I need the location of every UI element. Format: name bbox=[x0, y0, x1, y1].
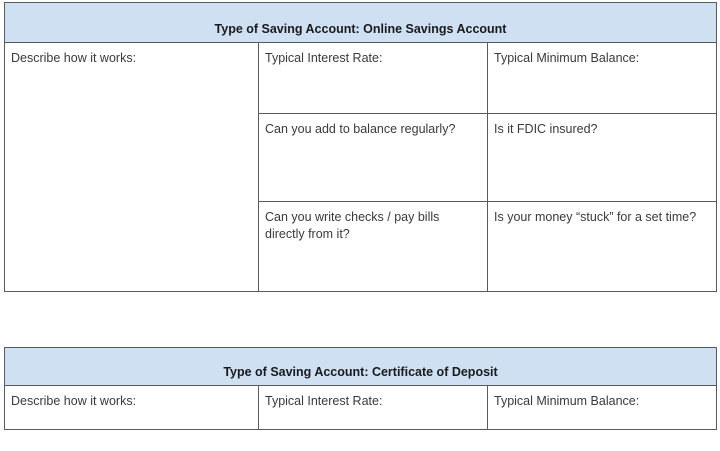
cd-min-balance-label: Typical Minimum Balance: bbox=[494, 394, 640, 408]
money-stuck-cell[interactable] bbox=[488, 202, 717, 292]
write-checks-cell[interactable] bbox=[259, 202, 488, 292]
cd-min-balance-cell[interactable] bbox=[488, 386, 717, 430]
certificate-of-deposit-table bbox=[4, 347, 717, 430]
add-balance-cell[interactable] bbox=[259, 114, 488, 202]
interest-rate-label: Typical Interest Rate: bbox=[265, 51, 383, 65]
online-savings-table bbox=[4, 2, 717, 292]
min-balance-cell[interactable] bbox=[488, 43, 717, 114]
fdic-cell[interactable] bbox=[488, 114, 717, 202]
write-checks-label: Can you write checks / pay bills directly from it? bbox=[265, 210, 440, 241]
money-stuck-label: Is your money “stuck” for a set time? bbox=[494, 210, 697, 224]
describe-label: Describe how it works: bbox=[11, 51, 137, 65]
min-balance-label: Typical Minimum Balance: bbox=[494, 51, 640, 65]
online-savings-title: Type of Saving Account: Online Savings Account bbox=[5, 3, 717, 43]
cd-interest-rate-label: Typical Interest Rate: bbox=[265, 394, 383, 408]
cd-describe-cell[interactable] bbox=[5, 386, 259, 430]
describe-cell[interactable] bbox=[5, 43, 259, 292]
cd-interest-rate-cell[interactable] bbox=[259, 386, 488, 430]
fdic-label: Is it FDIC insured? bbox=[494, 122, 598, 136]
cd-title: Type of Saving Account: Certificate of Deposit bbox=[5, 348, 717, 386]
interest-rate-cell[interactable] bbox=[259, 43, 488, 114]
add-balance-label: Can you add to balance regularly? bbox=[265, 122, 456, 136]
cd-describe-label: Describe how it works: bbox=[11, 394, 137, 408]
